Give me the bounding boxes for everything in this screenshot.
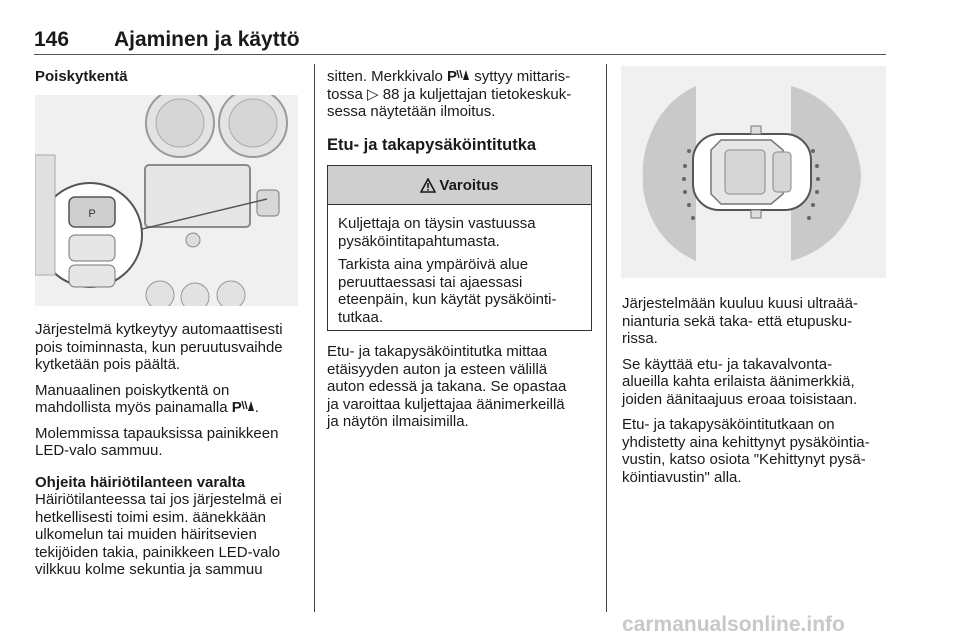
- infotainment-screen: [145, 165, 250, 227]
- section-heading: Poiskytkentä: [35, 68, 128, 85]
- warning-header: [328, 166, 591, 205]
- page-reference-icon: ▷: [367, 85, 379, 103]
- paragraph: sitten. Merkkivalo P syttyy mittaris- tossa ▷ 88 ja kuljettajan tietokeskuk- sessa näytetään ilmoitus.: [327, 68, 572, 120]
- middle-column-bottom: [327, 343, 599, 439]
- paragraph: Järjestelmään kuuluu kuusi ultraää- nianturia sekä taka- että etupusku- rissa.: [622, 295, 858, 347]
- warning-triangle-icon: [420, 178, 436, 193]
- column-divider: [606, 64, 607, 612]
- paragraph: Tarkista aina ympäröivä alue peruuttaessasi tai ajaessasi eteenpäin, kun käytät pysäköinti- tutkaa.: [338, 256, 557, 326]
- park-assist-button: [69, 235, 115, 261]
- svg-text:P: P: [88, 208, 96, 220]
- page-header: [34, 26, 886, 55]
- paragraph: Järjestelmä kytkeytyy automaattisesti pois toiminnasta, kun peruutusvaihde kytketään pois päältä.: [35, 321, 283, 373]
- middle-column-top: [327, 68, 599, 154]
- section-heading: Etu- ja takapysäköintitutka: [327, 135, 537, 154]
- left-column-heading: [35, 68, 305, 86]
- paragraph: Häiriötilanteessa tai jos järjestelmä ei hetkellisesti toimi esim. äänekkään ulkomelun tai muiden häiritsevien tekijöiden takia, painikkeen LED-valo vilkkuu kolme sekuntia ja sammuu: [35, 491, 282, 578]
- park-assist-symbol-icon: P: [232, 399, 255, 416]
- left-column-text: [35, 321, 307, 587]
- paragraph: Manuaalinen poiskytkentä on mahdollista myös painamalla P .: [35, 381, 259, 416]
- subheading: Ohjeita häiriötilanteen varalta: [35, 473, 246, 491]
- paragraph: Etu- ja takapysäköintitutka mittaa etäisyyden auton ja esteen välillä auton edessä ja takana. Se opastaa ja varoittaa kuljettajaa äänimerkeillä ja näytön ilmaisimilla.: [327, 343, 567, 430]
- paragraph: Se käyttää etu- ja takavalvonta- alueilla kahta erilaista äänimerkkiä, joiden äänitaajuus eroaa toisistaan.: [622, 355, 858, 408]
- warning-title: Varoitus: [439, 176, 499, 194]
- park-assist-symbol-icon: P: [447, 68, 470, 85]
- page-title: Ajaminen ja käyttö: [114, 28, 300, 51]
- column-divider: [314, 64, 315, 612]
- watermark: carmanualsonline.info: [622, 613, 845, 636]
- paragraph: Molemmissa tapauksissa painikkeen LED-valo sammuu.: [35, 424, 279, 459]
- warning-body: [328, 205, 591, 326]
- paragraph: Kuljettaja on täysin vastuussa pysäköintitapahtumasta.: [338, 215, 536, 250]
- right-column-text: [622, 295, 892, 494]
- warning-box: [327, 165, 592, 331]
- page-number: 146: [34, 28, 70, 51]
- dashboard-illustration: [35, 95, 298, 306]
- paragraph: Etu- ja takapysäköintitutkaan on yhdistetty aina kehittynyt pysäköintia- vustin, katso osiota "Kehittynyt pysä- köintiavustin" alla.: [622, 416, 870, 486]
- parking-sensor-illustration: [621, 66, 886, 278]
